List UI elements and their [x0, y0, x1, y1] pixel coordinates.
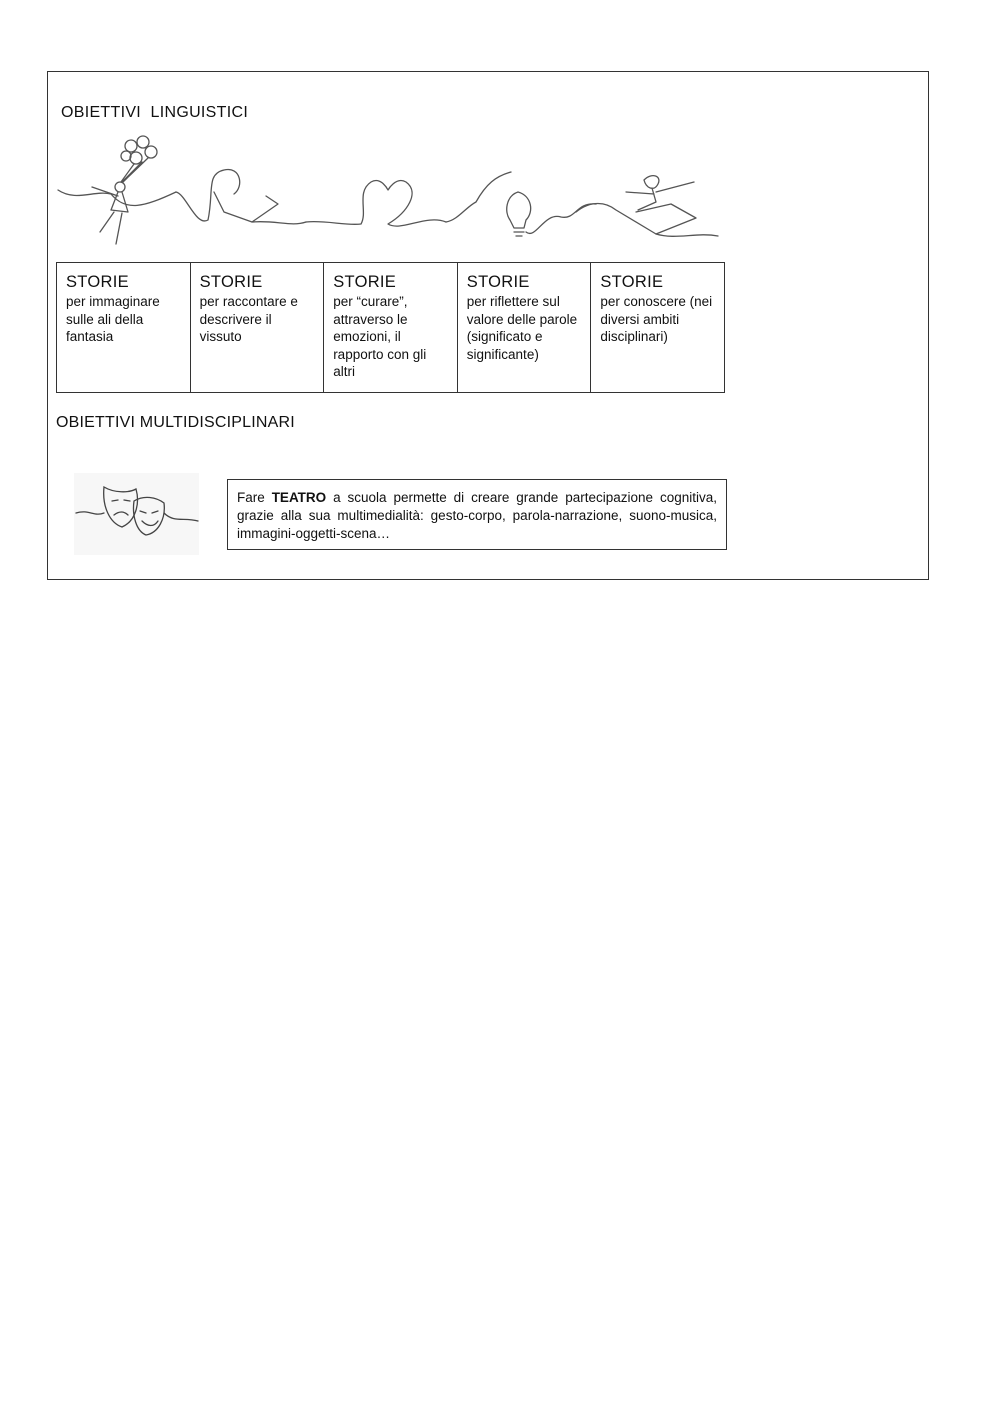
multidisciplinary-heading: OBIETTIVI MULTIDISCIPLINARI: [56, 414, 295, 431]
note-intro: Fare: [237, 490, 272, 505]
line-art-strip: [56, 132, 720, 254]
theatre-note: [227, 479, 727, 550]
note-theatre-keyword: TEATRO: [271, 490, 327, 505]
story-title: STORIE: [199, 273, 263, 291]
girl-with-balloons-icon: [58, 136, 176, 244]
story-text: per riflettere sul valore delle parole (significato e significante): [466, 294, 578, 362]
story-title: STORIE: [66, 273, 129, 291]
stories-table: [56, 262, 725, 393]
story-text: per raccontare e descrivere il vissuto: [199, 294, 298, 344]
note-body: a scuola permette di creare grande partecipazione cognitiva, grazie alla sua multimedialità: gesto-corpo, parola-narrazione, suono-musica, immagini-oggetti-scena…: [237, 490, 717, 541]
story-card: [57, 263, 191, 392]
story-text: per immaginare sulle ali della fantasia: [66, 294, 160, 344]
story-card: [591, 263, 724, 392]
heart-icon: [306, 181, 446, 227]
story-title: STORIE: [466, 273, 530, 291]
story-card: [458, 263, 592, 392]
story-text: per conoscere (nei diversi ambiti disciplinari): [600, 294, 713, 344]
story-title: STORIE: [600, 273, 664, 291]
story-card: [191, 263, 325, 392]
story-card: [324, 263, 458, 392]
story-title: STORIE: [333, 273, 397, 291]
child-on-book-icon: [576, 176, 718, 237]
lightbulb-icon: [446, 172, 596, 236]
theatre-masks-icon: [74, 473, 199, 555]
story-text: per “curare”, attraverso le emozioni, il rapporto con gli altri: [333, 294, 427, 379]
child-writing-icon: [176, 169, 306, 223]
linguistic-heading: OBIETTIVI LINGUISTICI: [61, 104, 249, 121]
